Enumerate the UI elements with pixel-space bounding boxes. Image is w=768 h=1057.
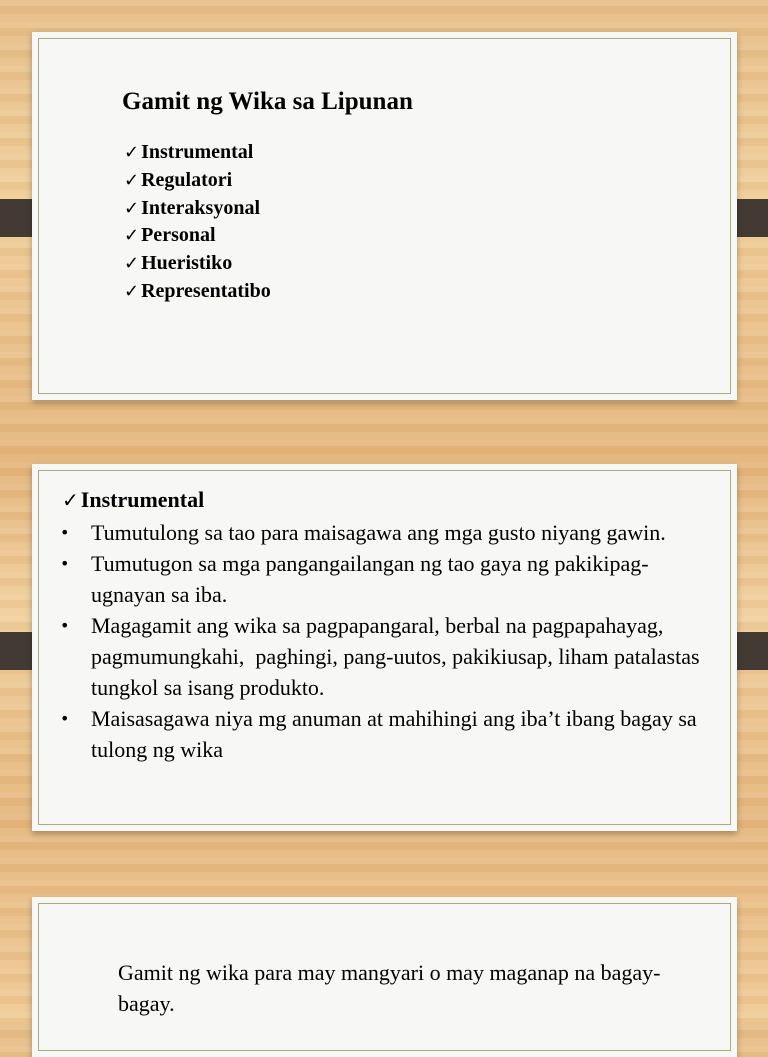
bullet-icon: •	[60, 616, 70, 635]
list-item: • Tumutulong sa tao para maisagawa ang mga gusto niyang gawin.	[60, 517, 710, 548]
list-item: ✓ Hueristiko	[124, 252, 233, 275]
slide-heading: ✓Instrumental	[62, 487, 205, 512]
check-icon: ✓	[124, 225, 140, 247]
check-icon: ✓	[124, 197, 140, 219]
bullet-icon: •	[60, 554, 70, 573]
slide-1	[32, 32, 737, 400]
list-item: • Maisasagawa niya mg anuman at mahihingi ang iba’t ibang bagay sa tulong ng wika	[60, 703, 710, 765]
function-list	[124, 139, 271, 306]
slide-2	[32, 464, 737, 831]
bullet-list	[60, 517, 710, 765]
bullet-icon: •	[60, 709, 70, 728]
check-icon: ✓	[124, 280, 140, 302]
list-item: ✓ Personal	[124, 224, 216, 247]
slide-title: Gamit ng Wika sa Lipunan	[122, 88, 413, 115]
bullet-icon: •	[60, 523, 70, 542]
list-item: • Tumutugon sa mga pangangailangan ng tao gaya ng pakikipag-ugnayan sa iba.	[60, 548, 710, 610]
check-icon: ✓	[124, 169, 140, 191]
slide-3	[32, 897, 737, 1057]
slide-body-text: Gamit ng wika para may mangyari o may maganap na bagay-bagay.	[118, 960, 661, 1016]
check-icon: ✓	[124, 253, 140, 275]
check-icon: ✓	[62, 488, 79, 512]
list-item: ✓ Instrumental	[124, 141, 254, 163]
list-item: ✓ Interaksyonal	[124, 196, 260, 219]
list-item: • Magagamit ang wika sa pagpapangaral, berbal na pagpapahayag, pagmumungkahi, paghingi, pang-uutos, pakikiusap, liham patalastas tungkol sa isang produkto.	[60, 610, 710, 703]
list-item: ✓ Representatibo	[124, 279, 271, 302]
check-icon: ✓	[124, 142, 140, 163]
list-item: ✓ Regulatori	[124, 168, 233, 191]
